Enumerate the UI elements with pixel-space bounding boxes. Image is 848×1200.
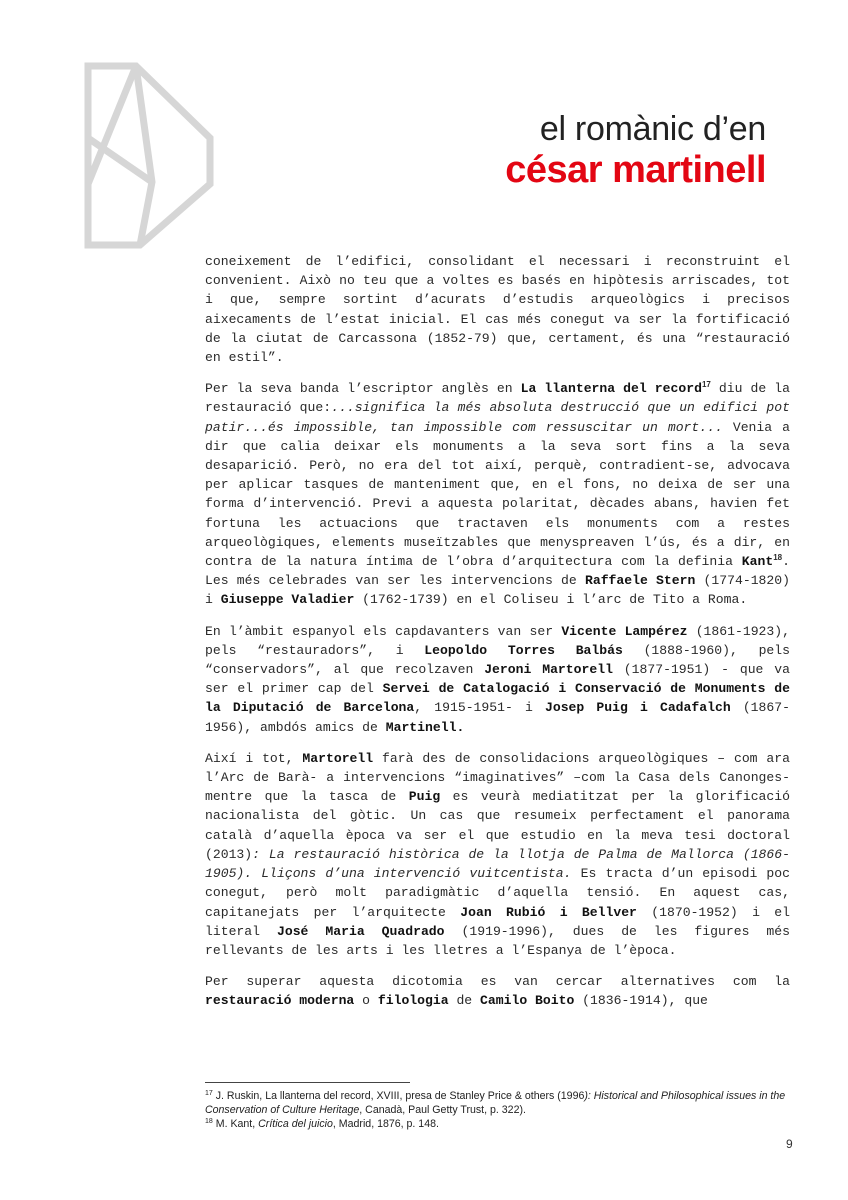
title-line-1: el romànic d’en — [539, 110, 766, 148]
text-run: (1870-1952) i el literal — [205, 904, 791, 939]
text-run: Així i tot, — [205, 750, 303, 766]
bold-text: Raffaele Stern — [584, 573, 696, 589]
footnote-ref: 17 — [205, 1090, 213, 1097]
italic-text: ): Historical and Philosophical issues in the Conservation of Culture Heritage — [205, 1090, 786, 1116]
text-run: diu de la restauració que: — [205, 381, 790, 416]
bold-text: Martorell — [302, 750, 374, 766]
footnotes — [205, 1089, 790, 1131]
bold-text: José Maria Quadrado — [276, 923, 445, 939]
geometric-outline-logo-icon — [80, 60, 215, 250]
paragraph — [205, 972, 790, 1010]
text-run: (1774-1820) i — [205, 573, 790, 608]
text-run: es veurà mediatitzat per la glorificació nacionalista del gòtic. Un cas que resumeix perfectament el panorama català d’aquella època va ser el que estudio en la meva tesi doctoral (2013) — [205, 789, 790, 862]
bold-text: Vicente Lampérez — [561, 623, 688, 639]
text-run: (1861-1923), pels “restauradors”, i — [205, 623, 790, 658]
bold-text: Jeroni Martorell — [484, 662, 613, 678]
paragraph — [205, 749, 790, 960]
text-run: , Canadà, Paul Getty Trust, p. 322). — [359, 1104, 526, 1116]
footnote-ref: 17 — [701, 380, 711, 390]
footnote-divider — [205, 1082, 410, 1083]
text-run: M. Kant, — [212, 1118, 259, 1130]
paragraph — [205, 622, 790, 737]
text-run: (1877-1951) - que va ser el primer cap del — [205, 662, 790, 697]
italic-text: Crítica del juicio — [258, 1118, 333, 1130]
bold-text: Servei de Catalogació i Conservació de Monuments de la Diputació de Barcelona — [205, 681, 791, 716]
paragraph — [205, 379, 790, 609]
bold-text: Camilo Boito — [480, 993, 575, 1009]
text-run: J. Ruskin, La llanterna del record, XVIII, presa de Stanley Price & others (1996 — [212, 1090, 585, 1102]
text-run: Venia a dir que calia deixar els monuments a la seva sort fins a la seva desaparició. Però, no era del tot així, perquè, contradient-se, advocava per aplicar tasques de manteniment que, en el fons, no deixa de ser una forma d’intervenció. Previ a aquesta polaritat, dècades abans, havien fet fortuna les actuacions que tractaven els monuments com a restes arqueològiques, elements museïtzables que menyspreaven l’ús, és a dir, en contra de la natura íntima de l’obra d’arquitectura com la definia — [205, 419, 790, 570]
text-run: o — [354, 993, 378, 1009]
text-run: En l’àmbit espanyol els capdavanters van ser — [205, 623, 562, 639]
footnote-ref: 18 — [773, 553, 783, 563]
text-run: Es tracta d’un episodi poc conegut, però molt paradigmàtic d’aquella tensió. En aquest cas, capitanejats per l’arquitecte — [205, 866, 790, 920]
main-body-text — [205, 252, 790, 1030]
italic-text: : La restauració històrica de la llotja de Palma de Mallorca (1866-1905). Lliçons d’una intervenció vuitcentista. — [205, 846, 790, 882]
text-run: coneixement de l’edifici, consolidant el necessari i reconstruint el convenient. Això no teu que a voltes es basés en hipòtesis arriscades, tot i que, sempre sortint d’acurats d’estudis arqueològics i precisos aixecaments de l’estat inicial. El cas més conegut va ser la fortificació de la ciutat de Carcassona (1852-79) que, certament, és una “restauració en estil”. — [205, 254, 790, 366]
footnote-ref: 18 — [205, 1118, 213, 1125]
bold-text: La llanterna del record — [520, 381, 702, 397]
text-run: Per la seva banda l’escriptor anglès en — [205, 381, 521, 397]
text-run: (1888-1960), pels “conservadors”, al que recolzaven — [205, 642, 790, 678]
bold-text: filologia — [377, 993, 449, 1009]
italic-text: ...significa la més absoluta destrucció que un edifici pot patir...és impossible, tan impossible com ressuscitar un mort... — [205, 400, 790, 435]
paragraph — [205, 252, 790, 367]
bold-text: Kant — [741, 554, 774, 570]
text-run: de — [448, 993, 481, 1009]
text-run: (1762-1739) en el Coliseu i l’arc de Tito a Roma. — [354, 592, 748, 608]
text-run: farà des de consolidacions arqueològiques – com ara l’Arc de Barà- a intervencions “imaginatives” –com la Casa dels Canonges- mentre que la tasca de — [205, 750, 791, 805]
text-run: (1919-1996), dues de les figures més rellevants de les arts i les lletres a l’Espanya de l’època. — [205, 923, 790, 958]
text-run: (1836-1914), que — [574, 993, 708, 1009]
publication-title — [380, 110, 766, 192]
bold-text: Giuseppe Valadier — [220, 592, 355, 608]
text-run: (1867-1956), ambdós amics de — [205, 700, 790, 735]
text-run: , Madrid, 1876, p. 148. — [332, 1118, 439, 1130]
bold-text: Martinell. — [385, 719, 465, 735]
page-number: 9 — [786, 1137, 793, 1151]
bold-text: Leopoldo Torres Balbás — [424, 642, 623, 658]
bold-text: Joan Rubió i Bellver — [460, 904, 637, 920]
footnote — [205, 1089, 790, 1117]
text-run: . Les més celebrades van ser les intervencions de — [205, 554, 790, 589]
bold-text: Josep Puig i Cadafalch — [544, 700, 731, 716]
bold-text: Puig — [408, 789, 441, 805]
text-run: Per superar aquesta dicotomia es van cercar alternatives com la — [205, 974, 790, 990]
title-line-2: césar martinell — [505, 149, 766, 191]
footnote — [205, 1117, 790, 1131]
text-run: , 1915-1951- i — [414, 700, 545, 716]
bold-text: restauració moderna — [205, 993, 355, 1009]
